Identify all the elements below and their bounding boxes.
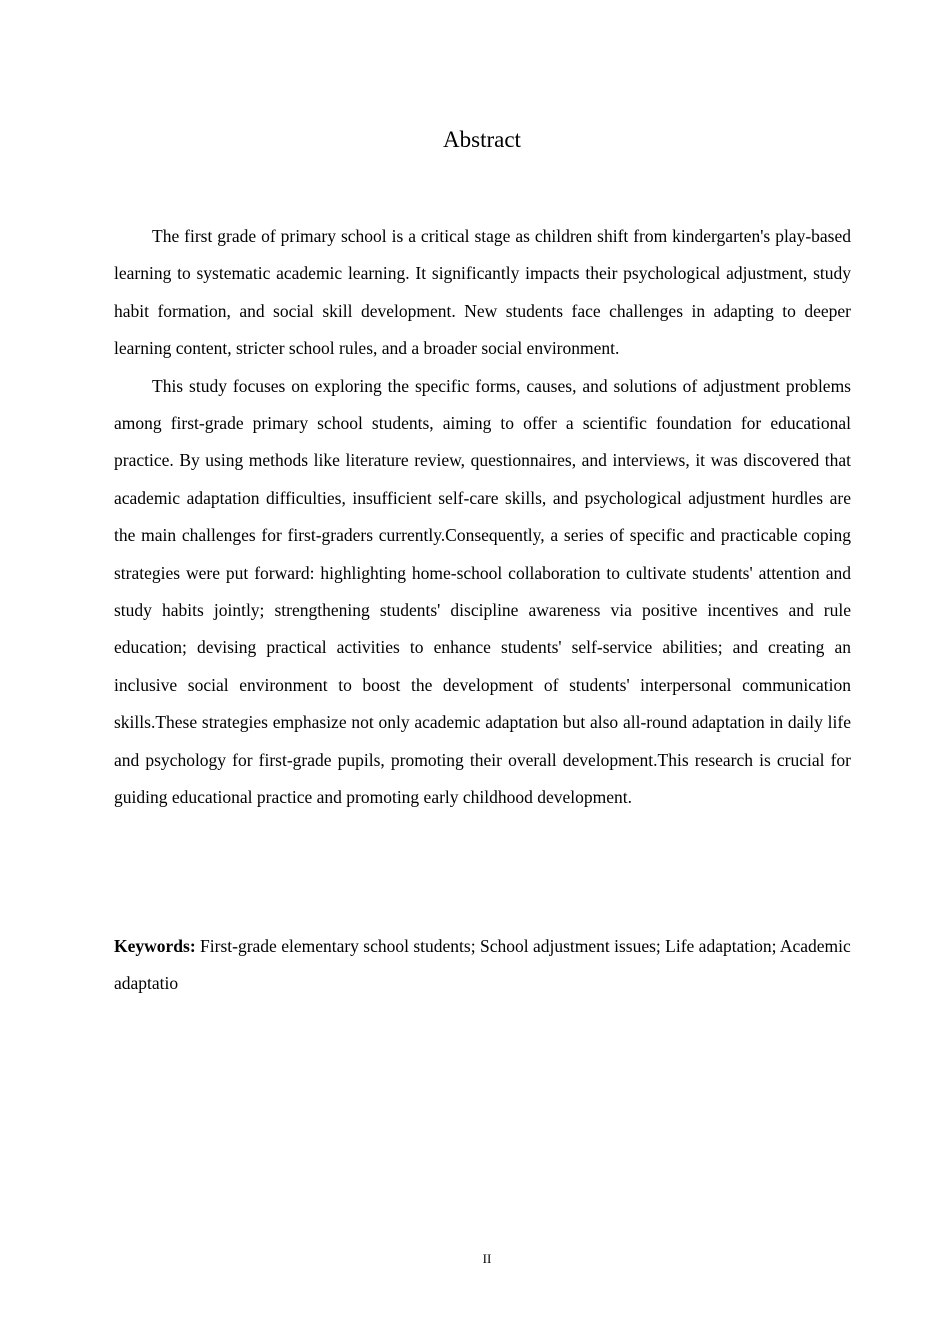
- abstract-title: Abstract: [443, 127, 521, 152]
- keywords: [114, 928, 851, 1002]
- abstract-paragraph-2: This study focuses on exploring the specific forms, causes, and solutions of adjustment problems among first-grade primary school students, aiming to offer a scientific foundation for educational practice. By using methods like literature review, questionnaires, and interviews, it was discovered that academic adaptation difficulties, insufficient self-care skills, and psychological adjustment hurdles are the main challenges for first-graders currently.Consequently, a series of specific and practicable coping strategies were put forward: highlighting home-school collaboration to cultivate students' attention and study habits jointly; strengthening students' discipline awareness via positive incentives and rule education; devising practical activities to enhance students' self-service abilities; and creating an inclusive social environment to boost the development of students' interpersonal communication skills.These strategies emphasize not only academic adaptation but also all-round adaptation in daily life and psychology for first-grade pupils, promoting their overall development.This research is crucial for guiding educational practice and promoting early childhood development.: [114, 375, 851, 808]
- keywords-label: Keywords:: [114, 936, 196, 956]
- page-number: II: [482, 1251, 492, 1266]
- keywords-text: First-grade elementary school students; School adjustment issues; Life adaptation; Academic adaptatio: [114, 936, 851, 993]
- abstract-paragraph-1: The first grade of primary school is a critical stage as children shift from kindergarten's play-based learning to systematic academic learning. It significantly impacts their psychological adjustment, study habit formation, and social skill development. New students face challenges in adapting to deeper learning content, stricter school rules, and a broader social environment.: [114, 226, 851, 359]
- abstract-body: [114, 218, 851, 817]
